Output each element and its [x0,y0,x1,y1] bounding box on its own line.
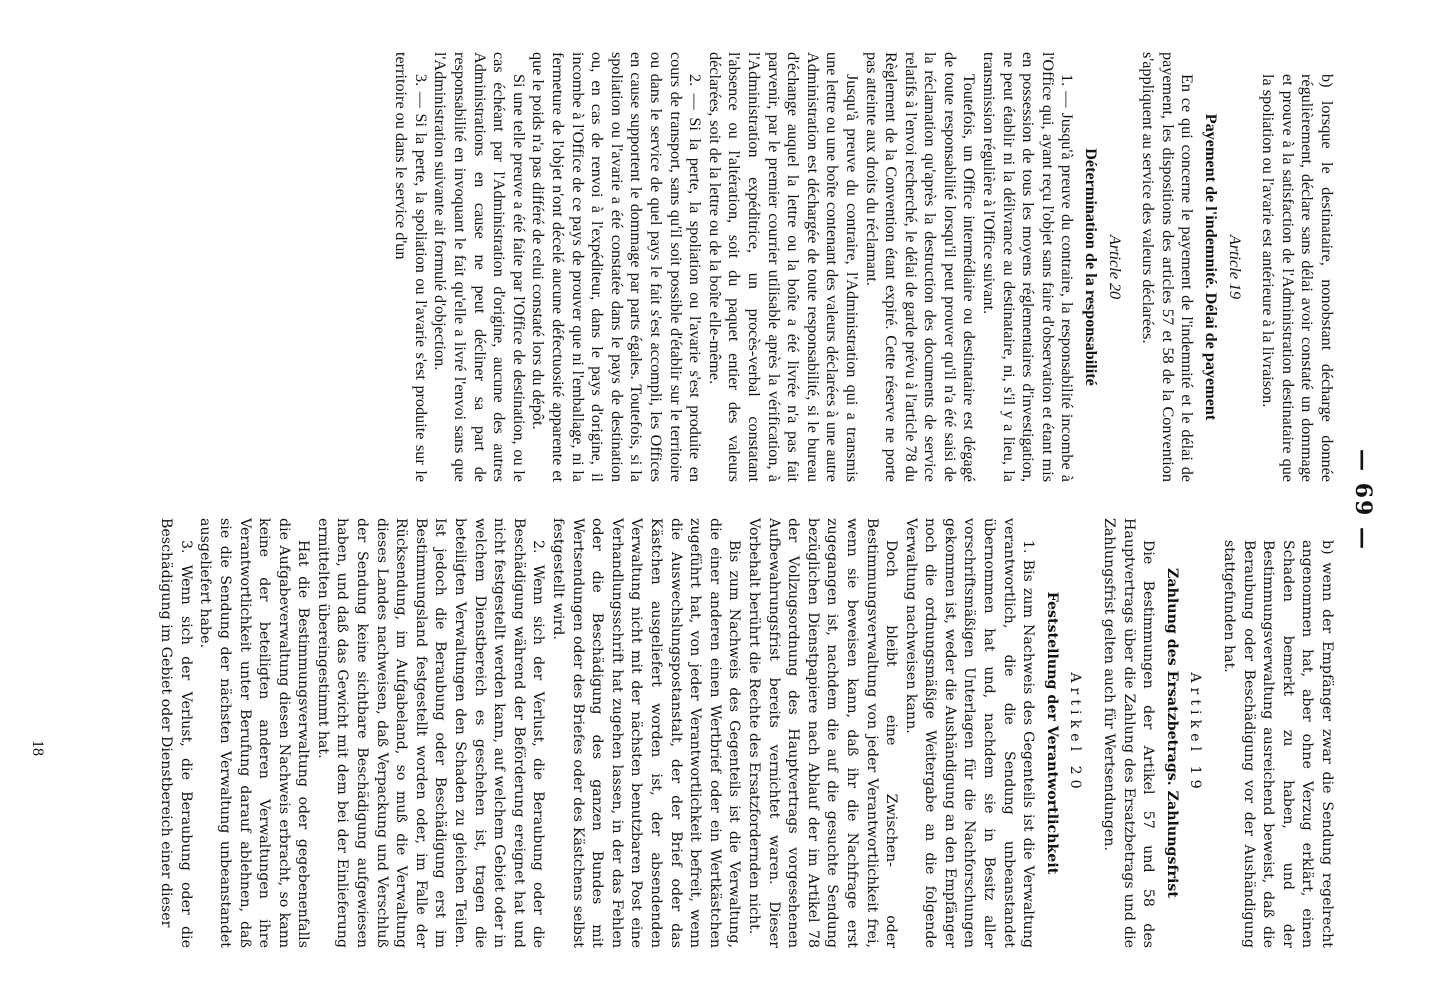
de-article-20-paragraph-2: Doch bleibt eine Zwischen- oder Bestimmungsverwaltung von jeder Verantwortlichkeit frei, wenn sie beweisen kann, daß ihr die Nachfrage erst zugegangen ist, nachdem die auf die gesuchte Sendung bezüglichen Dienstpapiere nach Ablauf der im Artikel 78 der Vollzugsordnung des Hauptvertrags vorgesehenen Aufbewahrungsfrist bereits vernichtet waren. Dieser Vorbehalt berührt die Rechte des Ersatzfordernden nicht. [745,518,900,948]
de-article-20-paragraph-4: 2. Wenn sich der Verlust, die Beraubung oder die Beschädigung während der Beförderung ereignet hat und nicht festgestellt werden kann, auf welchem Gebiet oder in welchem Dienstbereich es geschehen ist, tragen die beteiligten Verwaltungen den Schaden zu gleichen Teilen. Ist jedoch die Beraubung oder Beschädigung erst im Bestimmungsland festgestellt worden oder, im Falle der Rücksendung, im Aufgabeland, so muß die Verwaltung dieses Landes nachweisen, daß Verpackung und Verschluß der Sendung keine sichtbare Beschädigung aufgewiesen haben, und daß das Gewicht mit dem bei der Einlieferung ermittelten übereingestimmt hat. [314,518,547,948]
de-article-19-paragraph: Die Bestimmungen der Artikel 57 und 58 des Hauptvertrags über die Zahlung des Ersatzbetrags und die Zahlungsfrist gelten auch für Wertsendungen. [1101,518,1157,948]
fr-article-19-label: Article 19 [1225,234,1244,300]
fr-article-19-title: Payement de l'indemnité. Délai de payement [1202,113,1221,421]
fr-item-b: b) lorsque le destinataire, nonobstant décharge donnée régulièrement, déclare sans délai avoir constaté un dommage et prouve à la satisfaction de l'Administration destinataire que la spoliation ou l'avarie est antérieure à la livraison. [1259,74,1336,482]
de-article-19-label: Artikel 19 [1187,672,1204,794]
de-article-20-paragraph-5: Hat die Bestimmungsverwaltung oder gegebenenfalls die Aufgabeverwaltung diesen Nachweis erbracht, so kann keine der beteiligten anderen Verwaltungen ihre Verantwortlichkeit unter Berufung darauf ablehnen, daß sie die Sendung der nächsten Verwaltung unbeanstandet ausgeliefert habe. [197,518,312,948]
fr-article-20-paragraph-2: Toutefois, un Office intermédiaire ou destinataire est dégagé de toute responsabilité lorsqu'il peut prouver qu'il n'a été saisi de la réclamation qu'après la destruction des documents de service relatifs à l'envoi recherché, le délai de garde prévu à l'article 78 du Règlement de la Convention étant expiré. Cette réserve ne porte pas atteinte aux droits du réclamant. [862,52,979,482]
de-article-20-paragraph-3: Bis zum Nachweis des Gegenteils ist die Verwaltung, die einer anderen einen Wertbrief oder ein Wertkästchen zugeführt hat, von jeder Verantwortlichkeit befreit, wenn die Auswechslungspostanstalt, der der Brief oder das Kästchen ausgeliefert worden ist, der absendenden Verwaltung nicht mit der nächsten benutzbaren Post eine Verhandlungsschrift hat zugehen lassen, in der das Fehlen oder die Beschädigung des ganzen Bundes mit Wertsendungen oder des Briefes oder des Kästchens selbst festgestellt wird. [550,518,743,948]
german-column [156,518,1336,948]
fr-article-20-paragraph-6: 3. — Si la perte, la spoliation ou l'avarie s'est produite sur le territoire ou dans le service d'un [392,52,430,482]
fr-article-20-paragraph-4: 2. — Si la perte, la spoliation ou l'avarie s'est produite en cours de transport, sans qu'il soit possible d'établir sur le territoire ou dans le service de quel pays le fait s'est accompli, les Offices en cause supportent le dommage par parts égales. Toutefois, si la spoliation ou l'avarie a été constatée dans le pays de destination ou, en cas de renvoi à l'expéditeur, dans le pays d'origine, il incombe à l'Office de ce pays de prouver que ni l'emballage, ni la fermeture de l'objet n'ont décelé aucune défectuosité apparente et que le poids n'a pas différé de celui constaté lors du dépôt. [529,52,705,482]
de-article-20-title: Feststellung der Verantwortlichkeit [1043,591,1060,875]
footer-number: 18 [29,740,46,756]
fr-article-19-paragraph: En ce qui concerne le payement de l'indemnité et le délai de payement, les dispositions des articles 57 et 58 de la Convention s'appliquent au service des valeurs déclarées. [1139,52,1197,482]
de-article-19-title: Zahlung des Ersatzbetrags. Zahlungsfrist [1163,568,1180,898]
fr-article-20-paragraph-5: Si une telle preuve a été faite par l'Office de destination, ou le cas échéant par l'Administration d'origine, aucune des autres Administrations en cause ne peut décliner sa part de responsabilité en invoquant le fait qu'elle a livré l'envoi sans que l'Administration suivante ait formulé d'objection. [431,52,528,482]
fr-article-20-paragraph-3: Jusqu'à preuve du contraire, l'Administration qui a transmis une lettre ou une boîte contenant des valeurs déclarées à une autre Administration est déchargée de toute responsabilité, si le bureau d'échange auquel la lettre ou la boîte a été livrée n'a pas fait parvenir, par le premier courrier utilisable après la vérification, à l'Administration expéditrice, un procès-verbal constatant l'absence ou l'altération, soit du paquet entier des valeurs déclarées, soit de la lettre ou de la boîte elle-même. [705,52,861,482]
de-article-20-label: Artikel 20 [1067,672,1084,794]
fr-article-20-paragraph-1: 1. — Jusqu'à preuve du contraire, la responsabilité incombe à l'Office qui, ayant reçu l'objet sans faire d'observation et étant mis en possession de tous les moyens réglementaires d'investigation, ne peut établir ni la délivrance au destinataire, ni, s'il y a lieu, la transmission régulière à l'Office suivant. [980,52,1077,482]
de-article-20-paragraph-1: 1. Bis zum Nachweis des Gegenteils ist die Verwaltung verantwortlich, die die Sendung unbeanstandet übernommen hat und, nachdem sie in Besitz aller vorschriftsmäßigen Unterlagen für die Nachforschungen gekommen ist, weder die Aushändigung an den Empfänger noch die ordnungsmäßige Weitergabe an die folgende Verwaltung nachweisen kann. [902,518,1037,948]
page-number: — 69 — [1350,449,1376,551]
de-article-20-paragraph-6: 3. Wenn sich der Verlust, die Beraubung oder die Beschädigung im Gebiet oder Dienstbereich einer dieser [158,518,194,948]
fr-article-20-title: Détermination de la responsabilité [1082,148,1101,386]
fr-article-20-label: Article 20 [1105,234,1124,300]
de-item-b: b) wenn der Empfänger zwar die Sendung regelrecht angenommen hat, aber ohne Verzug erklärt, einen Schaden bemerkt zu haben, und der Bestimmungsverwaltung ausreichend beweist, daß die Beraubung oder Beschädigung vor der Aushändigung stattgefunden hat. [1221,540,1335,948]
french-column [391,52,1336,482]
